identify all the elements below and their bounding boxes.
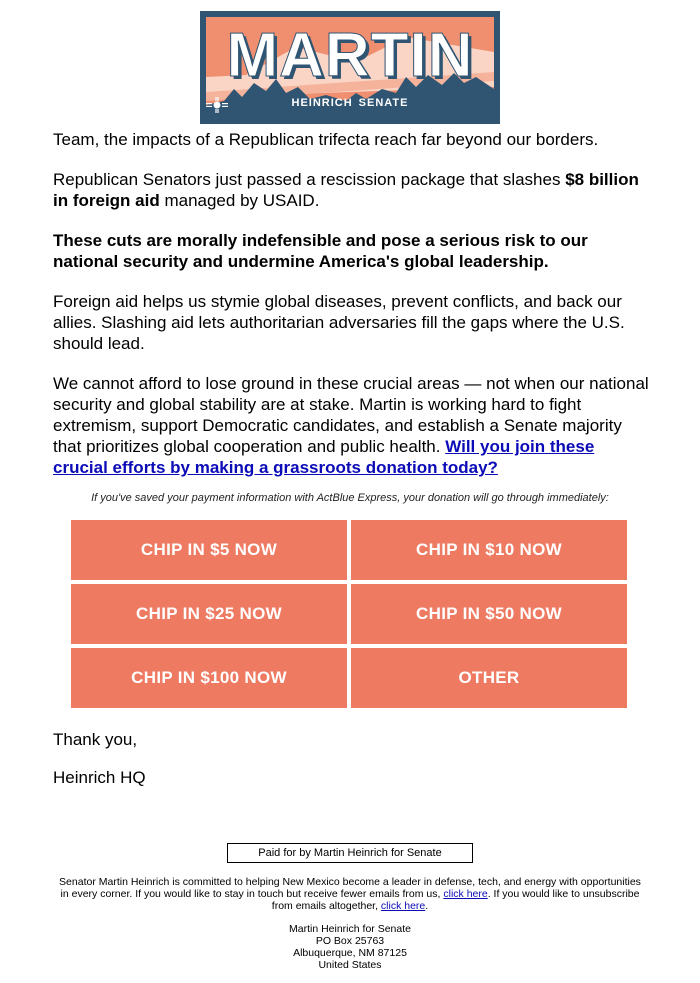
logo-subtitle [206,97,494,109]
footer-text: Senator Martin Heinrich is committed to helping New Mexico become a leader in defense, tech, and energy with opportunities in every corner. If you would like to stay in touch but receive fewer emails from us, click here. If you would like to unsubscribe from emails altogether, click here. [59,876,641,912]
donate-link[interactable]: Will you join these crucial efforts by making a grassroots donation today? [53,437,595,477]
unsubscribe-link[interactable]: click here [380,900,426,912]
logo-subtitle-left: HEINRICH [291,97,353,109]
logo-wordmark: MARTIN [226,21,474,90]
sender-name: Heinrich HQ [53,768,146,787]
donation-buttons [71,520,629,708]
chip-in-25-button[interactable]: CHIP IN $25 NOW [71,584,347,644]
fewer-emails-link[interactable]: click here [443,888,488,900]
aid-amount: $8 billion in foreign aid [53,170,639,210]
other-amount-button[interactable]: OTHER [351,648,627,708]
address-line: United States [318,959,382,971]
address-line: Albuquerque, NM 87125 [293,947,407,959]
zia-sun-icon [206,97,228,113]
paragraph-rescission: Republican Senators just passed a rescission package that slashes $8 billion in foreign aid managed by USAID. [53,170,639,210]
chip-in-10-button[interactable]: CHIP IN $10 NOW [351,520,627,580]
paragraph-appeal: We cannot afford to lose ground in these crucial areas — not when our national security and global stability are at stake. Martin is working hard to fight extremism, support Democratic candidates, and establish a Senate majority that prioritizes global cooperation and public health. Will you join these crucial efforts by making a grassroots donation today? [53,374,649,477]
chip-in-50-button[interactable]: CHIP IN $50 NOW [351,584,627,644]
email-body [53,129,653,497]
paragraph-foreign-aid: Foreign aid helps us stymie global diseases, prevent conflicts, and back our allies. Slashing aid lets authoritarian adversaries fill the gaps where the U.S. should lead. [53,292,625,353]
address-line: Martin Heinrich for Senate [289,923,411,935]
paragraph-bold-statement: These cuts are morally indefensible and pose a serious risk to our national security and undermine America's global leadership. [53,231,588,271]
thanks-text: Thank you, [53,730,138,749]
signoff [53,729,146,805]
address-line: PO Box 25763 [315,935,385,947]
actblue-note: If you've saved your payment information with ActBlue Express, your donation will go through immediately: [91,492,609,504]
chip-in-100-button[interactable]: CHIP IN $100 NOW [71,648,347,708]
chip-in-5-button[interactable]: CHIP IN $5 NOW [71,520,347,580]
logo-subtitle-right: SENATE [358,97,409,109]
paid-for-disclaimer: Paid for by Martin Heinrich for Senate [227,843,473,863]
paragraph-intro: Team, the impacts of a Republican trifecta reach far beyond our borders. [53,130,599,149]
mailing-address [0,923,700,971]
campaign-logo [200,11,500,124]
